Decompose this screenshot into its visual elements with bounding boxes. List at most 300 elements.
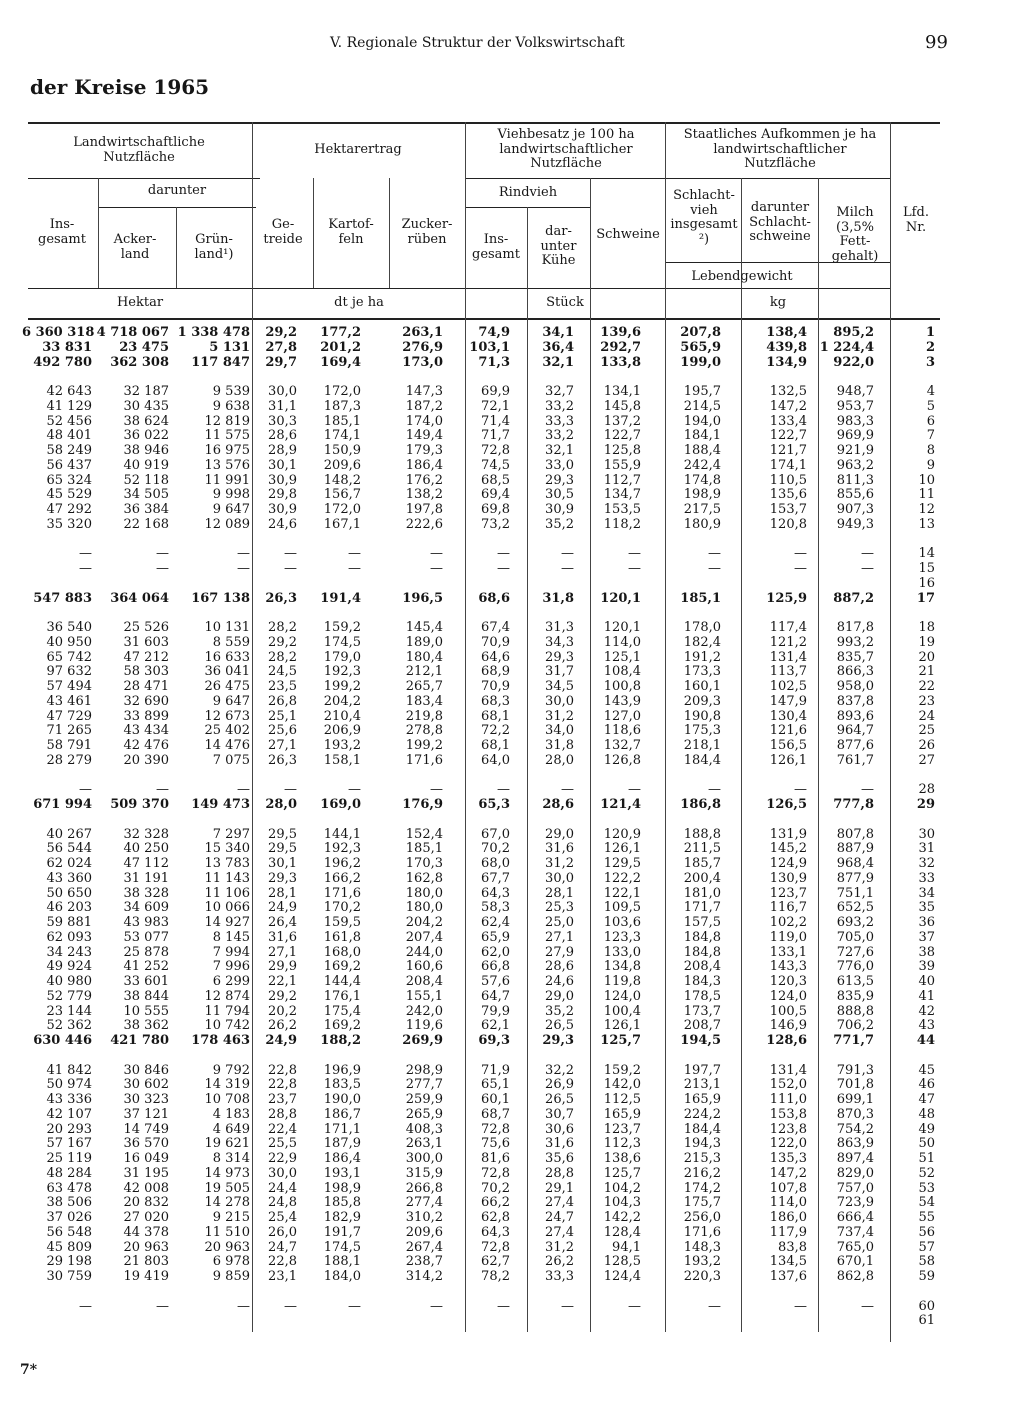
table-cell: 215,3	[683, 1151, 721, 1166]
table-cell: 24,6	[545, 974, 574, 989]
row-number: 13	[918, 516, 935, 532]
table-cell: 72,8	[481, 1239, 510, 1255]
table-cell: 9 998	[212, 487, 250, 503]
table-cell: 29,2	[265, 325, 297, 340]
table-cell: 58 791	[46, 738, 92, 753]
table-row	[22, 1313, 935, 1329]
table-cell: 10 742	[204, 1018, 250, 1034]
table-cell: 269,9	[402, 1033, 443, 1048]
table-cell: 26,9	[545, 1077, 574, 1093]
table-cell: 135,3	[769, 1151, 807, 1166]
table-cell: 159,2	[323, 620, 361, 635]
table-cell: 36 540	[46, 620, 92, 635]
table-cell: 185,1	[405, 841, 443, 857]
table-cell: 22,8	[268, 1062, 297, 1078]
table-cell: 68,9	[481, 664, 510, 680]
table-cell: —	[237, 1298, 250, 1314]
table-cell: 134,5	[769, 1254, 807, 1270]
table-cell: 134,7	[603, 487, 641, 503]
table-cell: 22 168	[123, 516, 169, 532]
table-cell: 855,6	[836, 487, 874, 503]
table-cell: 191,4	[320, 590, 361, 606]
table-cell: 267,4	[405, 1239, 443, 1255]
row-number: 56	[918, 1224, 935, 1240]
table-cell: 34,5	[545, 679, 574, 694]
table-cell: 122,7	[769, 428, 807, 444]
table-cell: 127,0	[603, 708, 641, 724]
table-row	[22, 428, 935, 444]
table-cell: 29,2	[268, 634, 297, 650]
table-cell: 31,1	[268, 398, 297, 414]
table-cell: 71,4	[481, 413, 510, 429]
table-cell: —	[708, 782, 721, 798]
table-cell: 171,6	[405, 752, 443, 768]
table-cell: 162,8	[405, 870, 443, 886]
table-cell: 25,5	[268, 1136, 297, 1152]
table-cell: 613,5	[836, 974, 874, 989]
table-cell: 67,0	[481, 826, 510, 842]
table-cell: 298,9	[405, 1062, 443, 1078]
table-cell: 196,5	[402, 590, 443, 606]
table-cell: 220,3	[683, 1269, 721, 1284]
table-cell: 197,8	[405, 502, 443, 517]
table-cell: 110,5	[769, 472, 807, 488]
table-cell: 150,9	[323, 443, 361, 458]
table-cell: 11 794	[204, 1003, 250, 1019]
table-cell: 145,4	[405, 620, 443, 635]
table-row	[22, 502, 935, 518]
row-number: 29	[916, 797, 935, 812]
table-cell: 186,4	[323, 1151, 361, 1166]
row-number: 19	[918, 634, 935, 650]
table-cell: 109,5	[603, 900, 641, 916]
table-row	[22, 1239, 935, 1256]
table-cell: 68,3	[481, 693, 510, 709]
table-cell: 184,8	[683, 944, 721, 960]
table-row	[22, 590, 935, 607]
table-cell: 30,0	[545, 870, 574, 886]
header-milch: Milch (3,5% Fett- gehalt)	[831, 205, 879, 264]
table-cell: 22,4	[268, 1121, 297, 1137]
table-cell: 11 106	[204, 885, 250, 901]
table-cell: 72,8	[481, 1121, 510, 1137]
table-cell: 184,4	[683, 1121, 721, 1137]
table-cell: 754,2	[836, 1121, 874, 1137]
table-cell: 149 473	[191, 797, 250, 812]
table-cell: 66,8	[481, 959, 510, 975]
table-cell: 45 809	[46, 1239, 92, 1255]
table-cell: 188,2	[320, 1033, 361, 1048]
table-cell: 757,0	[836, 1180, 874, 1196]
table-cell: 193,2	[683, 1254, 721, 1270]
table-cell: 173,0	[402, 354, 443, 370]
table-cell: 34 609	[123, 900, 169, 916]
row-number: 11	[918, 487, 935, 503]
table-cell: 244,0	[405, 944, 443, 960]
table-cell: 11 510	[204, 1224, 250, 1240]
table-cell: 121,6	[769, 723, 807, 739]
table-cell: 188,1	[323, 1254, 361, 1270]
table-row	[22, 472, 935, 489]
table-cell: 31 195	[123, 1165, 169, 1181]
table-cell: 28,8	[545, 1165, 574, 1181]
row-number: 2	[925, 339, 935, 355]
table-cell: 169,2	[323, 959, 361, 975]
row-number: 48	[918, 1106, 935, 1122]
table-cell: 727,6	[836, 944, 874, 960]
table-cell: 31,2	[545, 856, 574, 871]
table-cell: 9 859	[212, 1269, 250, 1284]
table-cell: 24,9	[265, 1033, 297, 1048]
table-cell: 133,1	[769, 944, 807, 960]
table-cell: 863,9	[836, 1136, 874, 1152]
table-cell: 31,8	[542, 590, 574, 606]
row-number: 32	[918, 856, 935, 871]
table-cell: 207,4	[405, 929, 443, 945]
row-number: 5	[926, 398, 935, 414]
table-row	[22, 339, 935, 356]
table-cell: 176,9	[402, 797, 443, 812]
table-cell: 699,1	[836, 1092, 874, 1107]
table-cell: 60,1	[481, 1092, 510, 1107]
table-cell: 29,5	[268, 826, 297, 842]
table-cell: 71,3	[478, 354, 510, 370]
table-cell: 31,7	[545, 664, 574, 680]
table-cell: 188,8	[683, 826, 721, 842]
table-row	[22, 693, 935, 710]
table-cell: 204,2	[323, 693, 361, 709]
table-cell: 28,0	[545, 752, 574, 768]
row-number: 33	[918, 870, 935, 886]
table-cell: 20 293	[46, 1121, 92, 1137]
table-cell: 184,0	[323, 1269, 361, 1284]
table-rule	[98, 207, 256, 208]
table-cell: 186,7	[323, 1106, 361, 1122]
table-spacer	[22, 370, 932, 385]
table-cell: 266,8	[405, 1180, 443, 1196]
table-cell: 200,4	[683, 870, 721, 886]
table-row	[22, 1106, 935, 1123]
table-cell: 24,6	[268, 516, 297, 532]
table-cell: 169,0	[320, 797, 361, 812]
row-number: 61	[918, 1313, 935, 1329]
column-rule	[313, 178, 314, 288]
table-spacer	[22, 769, 932, 784]
row-number: 31	[918, 841, 935, 857]
table-cell: 34 243	[46, 944, 92, 960]
table-cell: 33 831	[42, 339, 92, 355]
table-cell: 125,7	[600, 1033, 641, 1048]
row-number: 44	[916, 1033, 935, 1048]
table-spacer	[22, 813, 932, 828]
table-cell: 70,2	[481, 1180, 510, 1196]
table-row	[22, 841, 935, 857]
row-number: 14	[918, 546, 935, 562]
table-cell: 131,4	[769, 649, 807, 665]
table-row	[22, 1033, 935, 1049]
table-cell: 191,7	[323, 1224, 361, 1240]
table-cell: 68,0	[481, 856, 510, 871]
table-cell: 9 792	[212, 1062, 250, 1078]
table-cell: 26,0	[268, 1224, 297, 1240]
table-cell: 57 494	[46, 679, 92, 694]
table-cell: 122,0	[769, 1136, 807, 1152]
table-cell: 102,2	[769, 915, 807, 930]
running-header	[0, 32, 1024, 57]
table-cell: 131,9	[769, 826, 807, 842]
table-cell: 62,0	[481, 944, 510, 960]
table-cell: 59 881	[46, 915, 92, 930]
table-cell: 20,2	[268, 1003, 297, 1019]
table-cell: —	[237, 561, 250, 576]
table-cell: 186,4	[405, 457, 443, 473]
table-cell: 30,0	[268, 384, 297, 399]
table-cell: 29,0	[545, 988, 574, 1004]
table-cell: 12 819	[204, 413, 250, 429]
table-cell: 38 624	[123, 413, 169, 429]
table-row	[22, 959, 935, 975]
table-cell: 29 198	[46, 1254, 92, 1270]
table-cell: 837,8	[836, 693, 874, 709]
table-cell: 155,1	[405, 988, 443, 1004]
table-cell: 175,3	[683, 723, 721, 739]
table-cell: 187,9	[323, 1136, 361, 1152]
table-rule	[28, 178, 260, 179]
table-cell: —	[156, 546, 169, 562]
table-cell: 6 299	[212, 974, 250, 989]
table-cell: 12 673	[204, 708, 250, 724]
table-cell: 10 555	[123, 1003, 169, 1019]
table-cell: 242,0	[405, 1003, 443, 1019]
page-title: der Kreise 1965	[30, 75, 210, 99]
table-cell: 26,4	[268, 915, 297, 930]
table-cell: 14 278	[204, 1195, 250, 1211]
table-cell: 174,8	[683, 472, 721, 488]
table-cell: 216,2	[683, 1165, 721, 1181]
table-cell: 969,9	[836, 428, 874, 444]
table-cell: 69,3	[478, 1033, 510, 1048]
table-cell: —	[861, 561, 874, 576]
table-cell: 100,4	[603, 1003, 641, 1019]
table-cell: —	[156, 782, 169, 798]
table-cell: 213,1	[683, 1077, 721, 1093]
table-cell: 14 927	[204, 915, 250, 930]
table-cell: 36 384	[123, 502, 169, 517]
table-cell: 34 505	[123, 487, 169, 503]
table-cell: 19 505	[204, 1180, 250, 1196]
header-schlachtschweine: darunter Schlacht- schweine	[749, 200, 811, 244]
row-number: 12	[918, 502, 935, 517]
table-cell: 180,4	[405, 649, 443, 665]
table-cell: 121,7	[769, 443, 807, 458]
table-cell: 183,5	[323, 1077, 361, 1093]
row-number: 37	[918, 929, 935, 945]
table-cell: 10 131	[204, 620, 250, 635]
table-cell: 184,3	[683, 974, 721, 989]
table-cell: 315,9	[405, 1165, 443, 1181]
table-cell: 209,6	[323, 457, 361, 473]
table-cell: 35 320	[46, 516, 92, 532]
table-cell: 81,6	[481, 1151, 510, 1166]
table-row	[22, 575, 935, 592]
table-cell: 184,8	[683, 929, 721, 945]
table-cell: —	[561, 561, 574, 576]
table-cell: 30,5	[545, 487, 574, 503]
table-cell: 30 602	[123, 1077, 169, 1093]
column-rule	[389, 178, 390, 288]
table-cell: 706,2	[836, 1018, 874, 1034]
table-cell: 877,9	[836, 870, 874, 886]
table-cell: 185,1	[680, 590, 721, 606]
table-cell: 199,2	[323, 679, 361, 694]
table-cell: —	[79, 561, 92, 576]
table-cell: 33,0	[545, 457, 574, 473]
table-row	[22, 1298, 935, 1315]
table-cell: 69,4	[481, 487, 510, 503]
table-cell: 242,4	[683, 457, 721, 473]
table-cell: 14 476	[204, 738, 250, 753]
table-cell: —	[284, 561, 297, 576]
table-cell: 870,3	[836, 1106, 874, 1122]
table-cell: 37 121	[123, 1106, 169, 1122]
table-cell: 188,4	[683, 443, 721, 458]
table-cell: 173,3	[683, 664, 721, 680]
table-cell: 65 742	[46, 649, 92, 665]
table-cell: 181,0	[683, 885, 721, 901]
table-cell: 74,9	[478, 325, 510, 340]
table-spacer	[22, 533, 932, 548]
table-spacer	[22, 606, 932, 621]
table-cell: 30 435	[123, 398, 169, 414]
table-cell: 8 314	[212, 1151, 250, 1166]
table-cell: 123,7	[603, 1121, 641, 1137]
header-schweine: Schweine	[596, 227, 660, 242]
table-rule	[665, 178, 890, 179]
table-cell: 256,0	[683, 1210, 721, 1225]
table-cell: 983,3	[836, 413, 874, 429]
table-cell: —	[708, 546, 721, 562]
table-cell: —	[628, 782, 641, 798]
table-cell: 24,5	[268, 664, 297, 680]
table-cell: 897,4	[836, 1151, 874, 1166]
table-cell: —	[794, 1298, 807, 1314]
table-cell: 25 402	[204, 723, 250, 739]
table-cell: 142,2	[603, 1210, 641, 1225]
table-cell: 26,8	[268, 693, 297, 709]
table-cell: 128,6	[766, 1033, 807, 1048]
table-cell: 41 129	[46, 398, 92, 414]
table-cell: 148,3	[683, 1239, 721, 1255]
table-row	[22, 1254, 935, 1270]
table-cell: 38 506	[46, 1195, 92, 1211]
table-cell: 42 008	[123, 1180, 169, 1196]
table-row	[22, 826, 935, 843]
table-cell: 67,7	[481, 870, 510, 886]
table-cell: 14 749	[123, 1121, 169, 1137]
table-cell: 145,8	[603, 398, 641, 414]
table-cell: 8 559	[212, 634, 250, 650]
table-cell: 862,8	[836, 1269, 874, 1284]
table-body	[22, 325, 935, 1329]
table-cell: 701,8	[836, 1077, 874, 1093]
table-cell: 33,2	[545, 428, 574, 444]
table-cell: 958,0	[836, 679, 874, 694]
table-cell: 102,5	[769, 679, 807, 694]
table-cell: 120,9	[603, 826, 641, 842]
row-number: 39	[918, 959, 935, 975]
table-cell: 112,5	[603, 1092, 641, 1107]
header-aufkommen: Staatliches Aufkommen je ha landwirtschaftlicher Nutzfläche	[683, 127, 877, 171]
table-cell: 187,3	[323, 398, 361, 414]
table-cell: 28 471	[123, 679, 169, 694]
table-cell: 9 638	[212, 398, 250, 414]
table-cell: —	[794, 546, 807, 562]
table-cell: 364 064	[110, 590, 169, 606]
table-cell: 28,1	[268, 885, 297, 901]
table-cell: 185,8	[323, 1195, 361, 1211]
table-cell: 22,8	[268, 1254, 297, 1270]
table-rule	[465, 178, 665, 179]
table-row	[22, 900, 935, 916]
table-cell: 19 621	[204, 1136, 250, 1152]
table-cell: 887,2	[833, 590, 874, 606]
table-cell: 65 324	[46, 472, 92, 488]
table-cell: 47 212	[123, 649, 169, 665]
table-cell: 28 279	[46, 752, 92, 768]
table-cell: 166,2	[323, 870, 361, 886]
row-number: 46	[918, 1077, 935, 1093]
header-lfd-nr: Lfd. Nr.	[903, 205, 929, 235]
table-cell: 28,6	[542, 797, 574, 812]
table-cell: 29,3	[542, 1033, 574, 1048]
table-cell: 29,9	[268, 959, 297, 975]
table-cell: 33,2	[545, 398, 574, 414]
table-cell: 25,0	[545, 915, 574, 930]
table-row	[22, 561, 935, 577]
row-number: 20	[918, 649, 935, 665]
table-row	[22, 516, 935, 533]
table-cell: 169,2	[323, 1018, 361, 1034]
row-number: 24	[918, 708, 935, 724]
row-number: 35	[918, 900, 935, 916]
table-cell: 238,7	[405, 1254, 443, 1270]
table-cell: 179,3	[405, 443, 443, 458]
table-cell: 547 883	[33, 590, 92, 606]
table-cell: 207,8	[680, 325, 721, 340]
table-cell: 30 759	[46, 1269, 92, 1284]
table-cell: 117,4	[769, 620, 807, 635]
unit-kg: kg	[769, 295, 787, 310]
table-cell: 165,9	[603, 1106, 641, 1122]
table-cell: —	[561, 546, 574, 562]
table-cell: 40 950	[46, 634, 92, 650]
header-viehbesatz: Viehbesatz je 100 ha landwirtschaftlicher Nutzfläche	[497, 127, 635, 171]
table-cell: 103,1	[469, 339, 510, 355]
table-rule	[28, 318, 940, 320]
table-cell: 25 119	[46, 1151, 92, 1166]
table-cell: 134,9	[766, 354, 807, 370]
table-cell: 30 846	[123, 1062, 169, 1078]
table-cell: 178,0	[683, 620, 721, 635]
table-cell: 53 077	[123, 929, 169, 945]
table-cell: 25,4	[268, 1210, 297, 1225]
table-cell: 46 203	[46, 900, 92, 916]
table-cell: 408,3	[405, 1121, 443, 1137]
table-cell: 129,5	[603, 856, 641, 871]
header-rindvieh: Rindvieh	[498, 185, 558, 200]
header-getreide: Ge- treide	[263, 217, 303, 247]
table-cell: 68,1	[481, 738, 510, 753]
